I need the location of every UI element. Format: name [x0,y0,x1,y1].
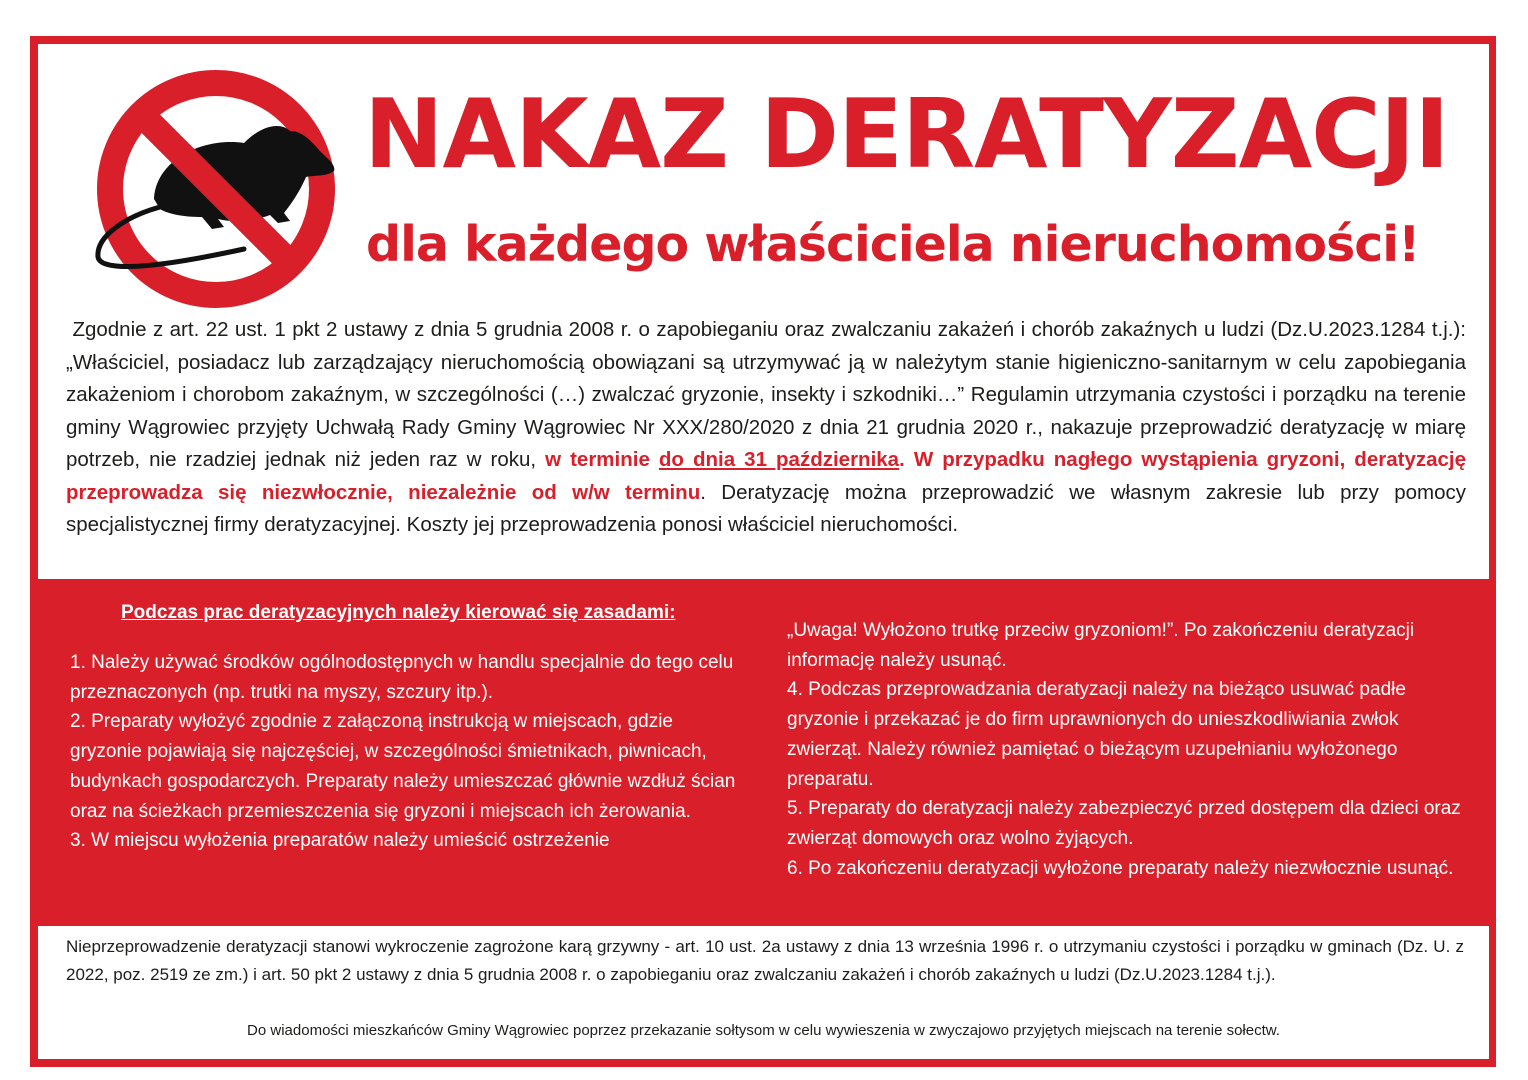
rule-item: 6. Po zakończeniu deratyzacji wyłożone preparaty należy niezwłocznie usunąć. [787,857,1454,879]
rules-left-column [70,648,750,856]
rule-item: 3. W miejscu wyłożenia preparatów należy umieścić ostrzeżenie [70,830,610,852]
deadline-suffix: . [899,448,905,471]
rule-item: 2. Preparaty wyłożyć zgodnie z załączoną instrukcją w miejscach, gdzie gryzonie pojawiają się najczęściej, w szczególności śmietnikach, piwnicach, budynkach gospodarczych. Preparaty należy umieszczać głównie wzdłuż ścian oraz na ścieżkach przemieszczenia się gryzoni i miejscach ich żerowania. [70,711,736,822]
intro-closing: . Deratyzację można przeprowadzić we własnym zakresie lub przy pomocy specjalistycznej firmy deratyzacyjnej. Koszty jej przeprowadzenia ponosi właściciel nieruchomości. [66,480,1466,536]
rule-item: 5. Preparaty do deratyzacji należy zabezpieczyć przed dostępem dla dzieci oraz zwierząt domowych oraz wolno żyjących. [787,798,1461,849]
rule-item: „Uwaga! Wyłożono trutkę przeciw gryzoniom!”. Po zakończeniu deratyzacji informację należy usunąć. [787,620,1415,671]
deadline-date: do dnia 31 października [658,448,900,471]
rules-right-column [787,616,1467,883]
page-subtitle: dla każdego właściciela nieruchomości! [366,216,1420,273]
rule-item: 4. Podczas przeprowadzania deratyzacji należy na bieżąco usuwać padłe gryzonie i przekazać je do firm uprawnionych do unieszkodliwiania zwłok zwierząt. Należy również pamiętać o bieżącym uzupełnianiu wyłożonego preparatu. [787,679,1406,790]
rules-heading: Podczas prac deratyzacyjnych należy kierować się zasadami: [121,602,676,623]
deadline-prefix: w terminie [545,448,659,471]
urgent-warning: W przypadku nagłego wystąpienia gryzoni, deratyzację przeprowadza się niezwłocznie, niezależnie od w/w terminu [66,448,1466,504]
penalty-notice: Nieprzeprowadzenie deratyzacji stanowi wykroczenie zagrożone karą grzywny - art. 10 ust. 2a ustawy z dnia 13 września 1996 r. o utrzymaniu czystości i porządku w gminach (Dz. U. z 2022, poz. 2519 ze zm.) i art. 50 pkt 2 ustawy z dnia 5 grudnia 2008 r. o zapobieganiu oraz zwalczaniu zakażeń i chorób zakaźnych u ludzi (Dz.U.2023.1284 t.j.). [66,937,1464,984]
footer-note: Do wiadomości mieszkańców Gminy Wągrowiec poprzez przekazanie sołtysom w celu wywieszenia w zwyczajowo przyjętych miejscach na terenie sołectw. [247,1022,1280,1039]
no-rats-icon [94,67,338,311]
rule-item: 1. Należy używać środków ogólnodostępnych w handlu specjalnie do tego celu przeznaczonych (np. trutki na myszy, szczury itp.). [70,652,734,703]
intro-text: Zgodnie z art. 22 ust. 1 pkt 2 ustawy z dnia 5 grudnia 2008 r. o zapobieganiu oraz zwalczaniu zakażeń i chorób zakaźnych u ludzi (Dz.U.2023.1284 t.j.): „Właściciel, posiadacz lub zarządzający nieruchomością obowiązani są utrzymywać ją w należytym stanie higieniczno-sanitarnym w celu zapobiegania zakażeniom i chorobom zakaźnym, w szczególności (…) zwalczać gryzonie, insekty i szkodniki…” Regulamin utrzymania czystości i porządku na terenie gminy Wągrowiec przyjęty Uchwałą Rady Gminy Wągrowiec Nr XXX/280/2020 z dnia 21 grudnia 2020 r., nakazuje przeprowadzić deratyzację w miarę potrzeb, nie rzadziej jednak niż jeden raz w roku, [66,318,1466,471]
legal-basis-paragraph [66,314,1466,542]
page-title: NAKAZ DERATYZACJI [364,80,1449,190]
